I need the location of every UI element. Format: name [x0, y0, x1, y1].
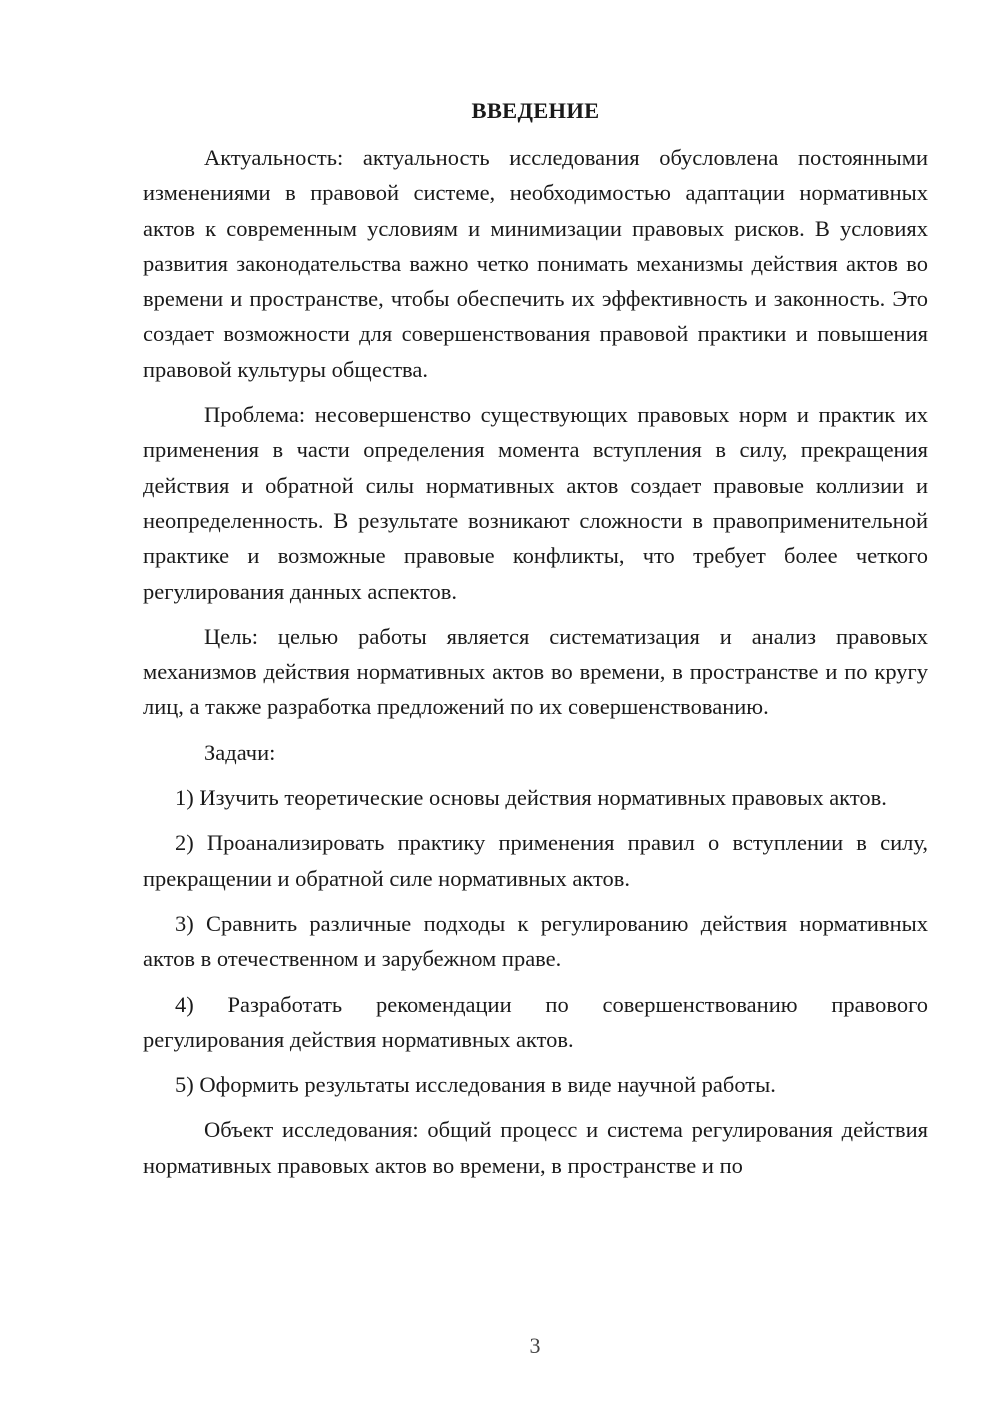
paragraph-problem: Проблема: несовершенство существующих правовых норм и практик их применения в части определения момента вступления в силу, прекращения действия и обратной силы нормативных актов создает правовые коллизии и неопределенность. В результате возникают сложности в правоприменительной практике и возможные правовые конфликты, что требует более четкого регулирования данных аспектов.: [143, 402, 928, 604]
paragraph-goal: Цель: целью работы является систематизация и анализ правовых механизмов действия нормативных актов во времени, в пространстве и по кругу лиц, а также разработка предложений по их совершенствованию.: [143, 623, 928, 720]
section-title: ВВЕДЕНИЕ: [471, 98, 600, 123]
task-item-3: 3) Сравнить различные подходы к регулированию действия нормативных актов в отечественном и зарубежном праве.: [143, 910, 928, 972]
task-item-4: 4) Разработать рекомендации по совершенствованию правового регулирования действия нормативных актов.: [143, 991, 928, 1052]
task-item-1: 1) Изучить теоретические основы действия нормативных правовых актов.: [175, 785, 887, 811]
paragraph-object: Объект исследования: общий процесс и система регулирования действия нормативных правовых актов во времени, в пространстве и по: [143, 1117, 928, 1178]
document-page: [143, 96, 928, 1193]
tasks-heading: Задачи:: [204, 739, 276, 765]
page-number: 3: [529, 1333, 541, 1358]
task-item-2: 2) Проанализировать практику применения правил о вступлении в силу, прекращении и обратной силе нормативных актов.: [143, 830, 928, 891]
task-item-5: 5) Оформить результаты исследования в виде научной работы.: [175, 1072, 776, 1098]
paragraph-relevance: Актуальность: актуальность исследования обусловлена постоянными изменениями в правовой системе, необходимостью адаптации нормативных актов к современным условиям и минимизации правовых рисков. В условиях развития законодательства важно четко понимать механизмы действия актов во времени и пространстве, чтобы обеспечить их эффективность и законность. Это создает возможности для совершенствования правовой практики и повышения правовой культуры общества.: [143, 145, 928, 382]
